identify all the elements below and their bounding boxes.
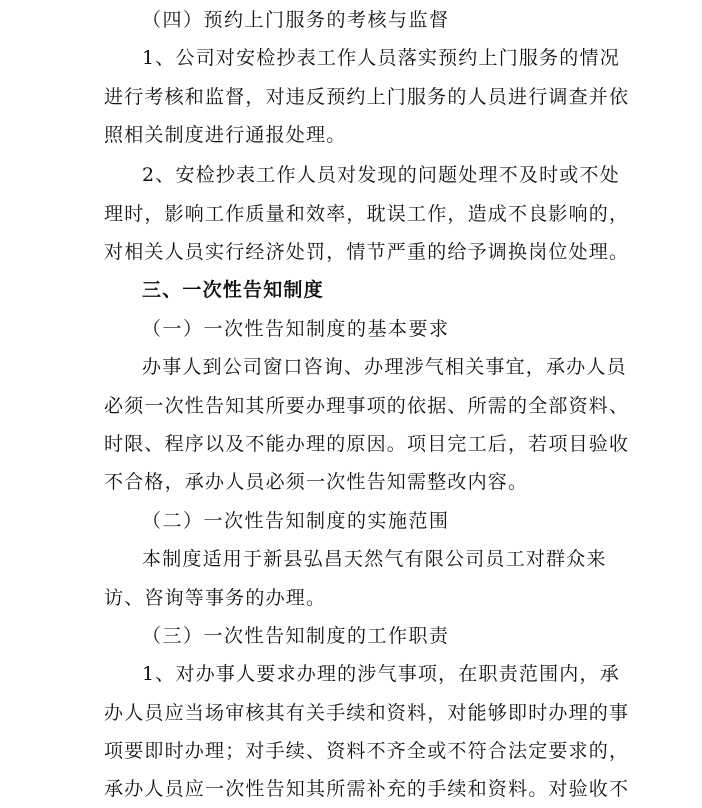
- paragraph-line: 办事人到公司窗口咨询、办理涉气相关事宜，承办人员: [142, 356, 627, 378]
- paragraph-line: 1、公司对安检抄表工作人员落实预约上门服务的情况: [142, 47, 620, 69]
- paragraph-line: 本制度适用于新县弘昌天然气有限公司员工对群众来: [142, 548, 607, 570]
- paragraph-line: 照相关制度进行通报处理。: [104, 124, 347, 146]
- subsection-heading-1: （一）一次性告知制度的基本要求: [142, 318, 450, 340]
- paragraph-line: 访、咨询等事务的办理。: [104, 587, 327, 609]
- paragraph-line: 2、安检抄表工作人员对发现的问题处理不及时或不处: [142, 164, 620, 186]
- paragraph-line: 承办人员应一次性告知其所需补充的手续和资料。对验收不: [104, 778, 630, 800]
- paragraph-line: 对相关人员实行经济处罚，情节严重的给予调换岗位处理。: [104, 241, 630, 263]
- subsection-heading-3: （三）一次性告知制度的工作职责: [142, 625, 450, 647]
- paragraph-line: 1、对办事人要求办理的涉气事项，在职责范围内，承: [142, 663, 620, 685]
- paragraph-line: 必须一次性告知其所要办理事项的依据、所需的全部资料、: [104, 395, 630, 417]
- paragraph-line: 不合格，承办人员必须一次性告知需整改内容。: [104, 471, 529, 493]
- subsection-heading-2: （二）一次性告知制度的实施范围: [142, 510, 450, 532]
- section-heading-4: （四）预约上门服务的考核与监督: [142, 9, 450, 31]
- paragraph-line: 办人员应当场审核其有关手续和资料，对能够即时办理的事: [104, 702, 630, 724]
- paragraph-line: 理时，影响工作质量和效率，耽误工作，造成不良影响的，: [104, 203, 630, 225]
- paragraph-line: 进行考核和监督，对违反预约上门服务的人员进行调查并依: [104, 86, 630, 108]
- paragraph-line: 项要即时办理；对手续、资料不齐全或不符合法定要求的，: [104, 740, 630, 762]
- chapter-heading-3: 三、一次性告知制度: [142, 279, 324, 301]
- paragraph-line: 时限、程序以及不能办理的原因。项目完工后，若项目验收: [104, 433, 630, 455]
